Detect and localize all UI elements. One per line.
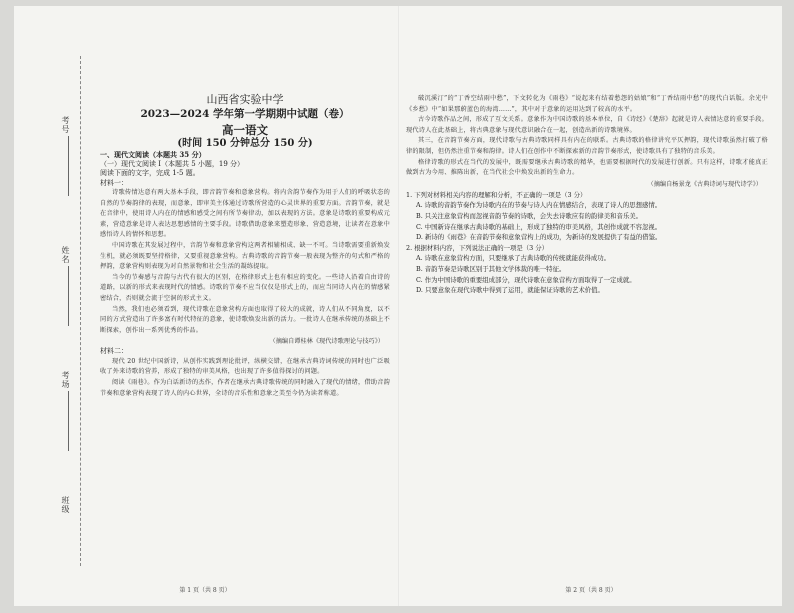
answer-option: C. 中国新诗在继承古典诗歌的基础上，形成了独特的审美风格，其创作成就不容忽视。 <box>416 222 662 231</box>
question-stem: 2. 根据材料内容，下列说法正确的一项是（3 分） <box>406 243 549 252</box>
answer-option: B. 只关注意象营构而忽视音韵节奏的诗歌，会失去诗歌应有的韵律美和音乐美。 <box>416 211 643 220</box>
paragraph: 现代 20 世纪中国新诗，从创作实践到理论批评，纵横交错，在继承古典诗词传统的同时也广泛吸收了外来诗歌的营养，形成了独特的审美风格，也出现了许多值得探讨的问题。 <box>100 357 390 376</box>
section-heading: 一、现代文阅读（本题共 35 分） <box>100 150 206 159</box>
paragraph: 当今的节奏感与音韵与古代有很大的区别，在格律形式上也有相应的变化。一些诗人沿着自由诗的道路，以新的形式来表现时代的情感。诗歌的节奏不应当仅仅是形式上的，而应当同诗人内在的情感紧密结合，否则就会流于空洞的形式主义。 <box>100 273 390 302</box>
answer-option: C. 作为中国诗歌的重要组成部分，现代诗歌在意象营构方面取得了一定成就。 <box>416 275 636 284</box>
answer-option: B. 音韵节奏是诗歌区别于其他文学体裁的唯一特征。 <box>416 264 566 273</box>
subject-title: 高一语文 <box>222 123 268 137</box>
paragraph: 破沉溪汀”的“丁香空结雨中愁”，下文转化为《雨巷》“说起来有结着愁怨的姑娘”和“丁香结雨中愁”的现代白话版。余光中《乡愁》中“如果那蔚蓝色的海湾……”，其中对于意象的运用达到了较高的水平。 <box>406 95 768 113</box>
source-citation: （摘编自杨景龙《古典诗词与现代诗学》） <box>647 180 762 188</box>
page-fold <box>398 6 400 606</box>
source-citation: （摘编自谭桂林《现代诗歌理论与技巧》） <box>269 338 384 346</box>
answer-option: D. 新诗的《雨巷》在音韵节奏和意象营构上的成功，为新诗的发展提供了有益的借鉴。 <box>416 233 662 242</box>
paragraph: 中国诗歌在其发展过程中，音韵节奏和意象营构这两者相辅相成、缺一不可。当诗歌需要重新焕发生机，就必须既要坚持格律，又要重视意象营构。古典诗歌的音韵节奏一般表现为整齐的句式和严格的押韵，意象营构则表现为对自然景物和社会生活的凝练提取。 <box>100 241 390 271</box>
question-stem: 1. 下列对材料相关内容的理解和分析，不正确的一项是（3 分） <box>406 190 587 199</box>
material2-label: 材料二： <box>100 347 128 356</box>
answer-option: D. 只要意象在现代诗歌中得到了运用，就能保证诗歌的艺术价值。 <box>416 286 604 295</box>
left-page <box>20 16 390 596</box>
binding-dash-line <box>80 56 81 566</box>
paragraph: 其三，在音韵节奏方面，现代诗歌与古典诗歌同样具有内在的联系。古典诗歌的格律讲究平仄押韵，现代诗歌虽然打破了格律的限制，但仍然注重节奏和韵律。诗人们在创作中不断探索新的音韵节奏形式，使诗歌具有了独特的音乐美。 <box>406 137 768 155</box>
left-content <box>100 16 390 596</box>
instruction-text: 阅读下面的文字，完成 1-5 题。 <box>100 169 200 177</box>
binding-margin <box>20 16 94 596</box>
answer-option: A. 诗歌在意象营构方面，只要继承了古典诗歌的传统就能获得成功。 <box>416 254 611 263</box>
exam-sheet <box>14 6 782 606</box>
margin-field-line <box>68 391 69 451</box>
material1-label: 材料一： <box>100 178 128 187</box>
right-content <box>406 94 768 296</box>
right-page <box>406 16 776 596</box>
margin-label-kaohao: 考号 <box>61 116 70 134</box>
paragraph: 古今诗歌作品之间，形成了互文关系。意象作为中国诗歌的基本单位，自《诗经》《楚辞》起就是诗人表情达意的重要手段。现代诗人在此基础上，将古典意象与现代意识融合在一起，创造出新的诗歌境界。 <box>406 116 768 134</box>
paragraph: 格律诗歌的形式在当代的发展中，既需要继承古典诗歌的精华，也需要根据时代的发展进行创新。只有这样，诗歌才能真正做到古为今用、推陈出新，在当代社会中焕发出新的生命力。 <box>406 158 768 177</box>
margin-field-line <box>68 136 69 196</box>
page-footer: 第 1 页（共 8 页） <box>179 587 231 594</box>
margin-label-room: 考场 <box>61 371 70 389</box>
school-name: 山西省实验中学 <box>206 93 284 106</box>
answer-option: A. 诗歌的音韵节奏作为诗歌内在的节奏与诗人内在情感结合，表现了诗人的思想感情。 <box>416 201 662 210</box>
margin-label-name: 姓名 <box>61 246 70 264</box>
time-info: (时间 150 分钟总分 150 分) <box>177 138 313 149</box>
paragraph: 阅读《雨巷》。作为白话新诗的杰作，作者在继承古典诗歌传统的同时融入了现代的情绪，借助音韵节奏和意象营构表现了诗人的内心世界，全诗的音乐性和意象之美至今仍为读者称道。 <box>100 379 390 397</box>
subsection-heading: （一）现代文阅读 I（本题共 5 小题，19 分） <box>100 159 245 168</box>
exam-title: 2023—2024 学年第一学期期中试题（卷） <box>140 108 350 120</box>
page-footer: 第 2 页（共 8 页） <box>565 587 617 594</box>
paragraph: 当然，我们也必须看到，现代诗歌在意象营构方面也取得了较大的成就，诗人们从不同角度，以不同的方式营造出了许多富有时代特征的意象，使诗歌焕发出新的活力。一批诗人在继承传统的基础上不断探索，创作出一系列优秀的作品。 <box>100 305 390 334</box>
paragraph: 诗歌传情达意有两大基本手段，即音韵节奏和意象营构。将内含韵节奏作为用于人们的呼吸状态的自然的节奏韵律的表现，而意象，即审美主体通过诗歌所营造的心灵世界的重要方面。音韵节奏，就是在音律中，使用诗人内在的情感和感受之间有所节奏律动，加以表现的方法。意象是诗歌的重要构成元素，营造意象是诗人表达思想感情的主要手段。诗歌借助意象来塑造形象、营造意境，让读者在意象中感悟诗人的情怀和思想。 <box>100 189 390 239</box>
margin-label-class: 班级 <box>61 496 70 514</box>
margin-field-line <box>68 266 69 326</box>
